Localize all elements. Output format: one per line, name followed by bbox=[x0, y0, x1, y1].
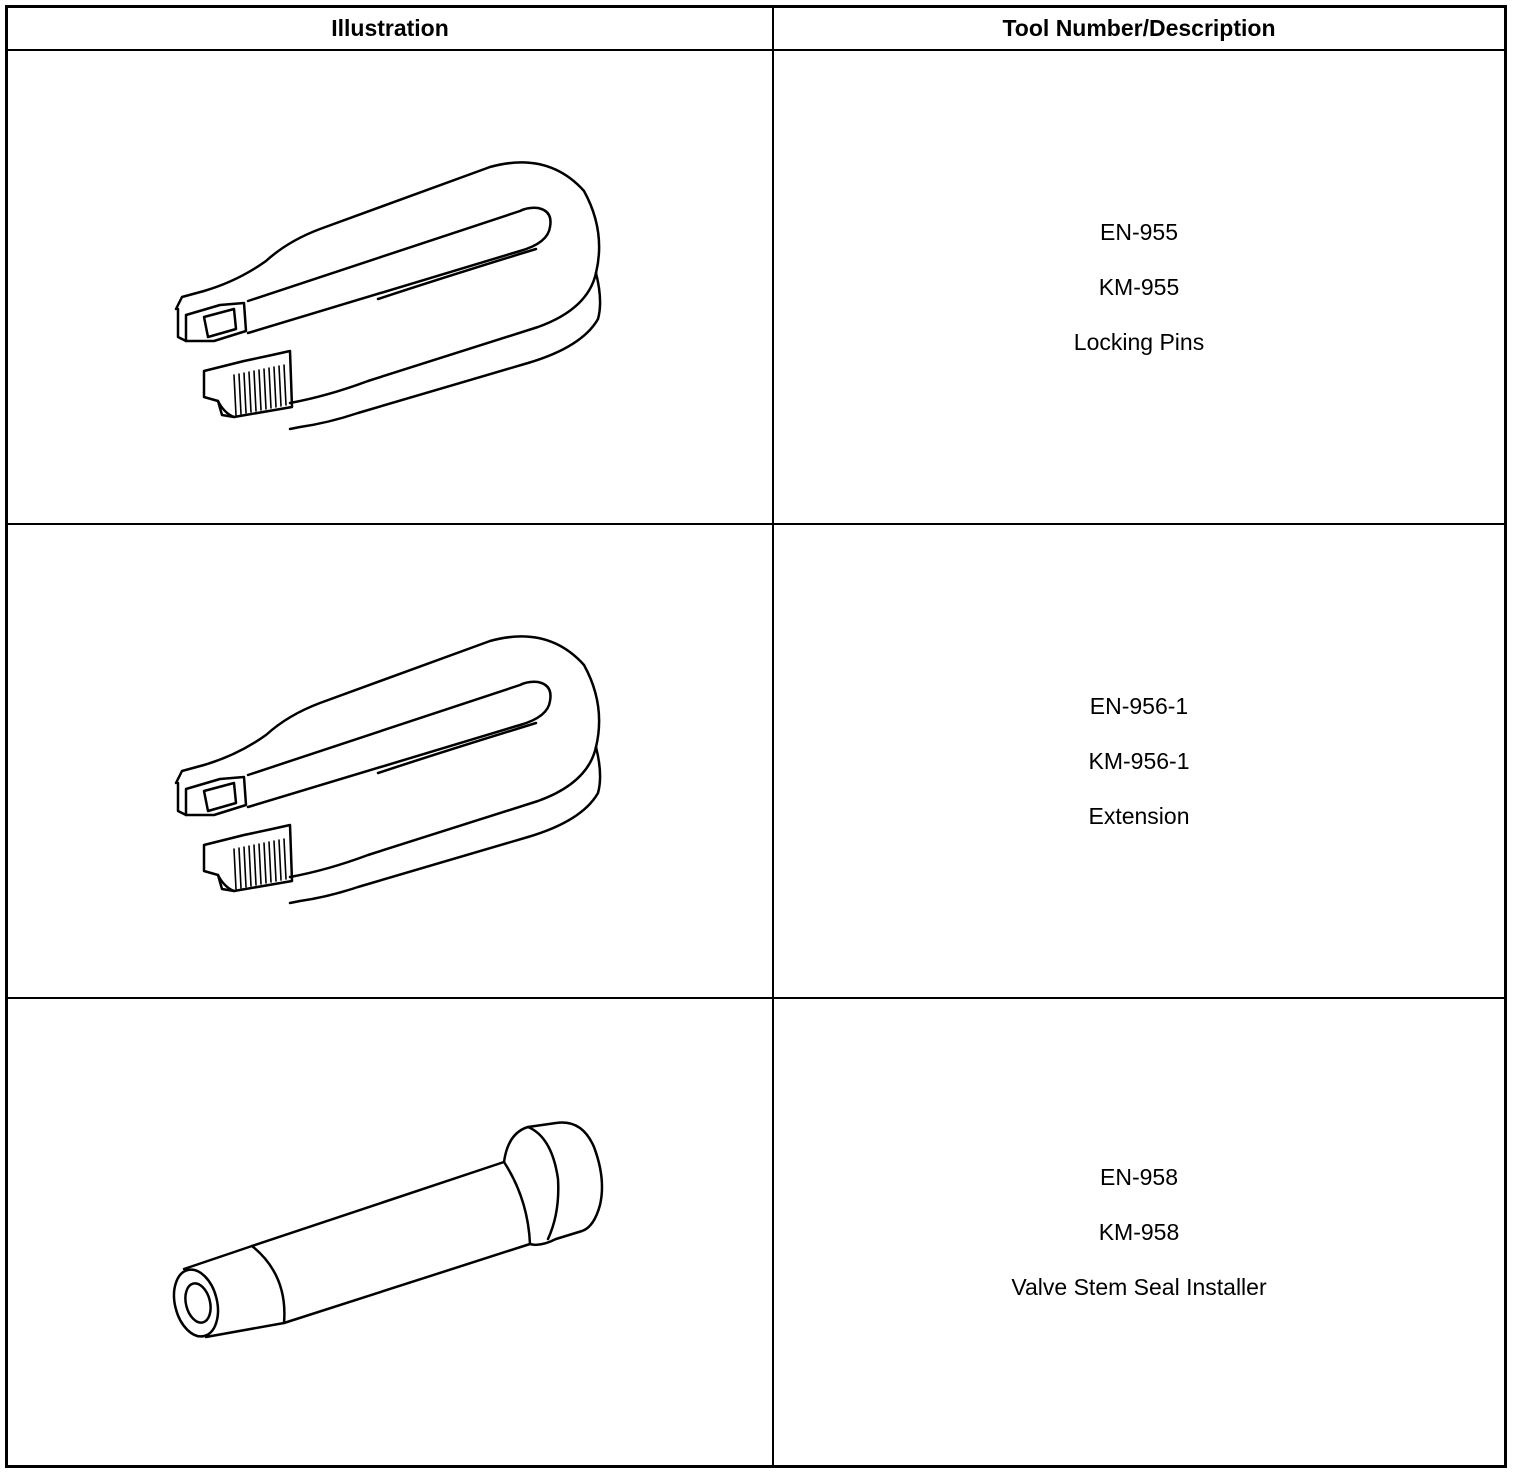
tool-number-en: EN-956-1 bbox=[1089, 692, 1189, 719]
header-tool-description: Tool Number/Description bbox=[1002, 15, 1276, 41]
tool-table bbox=[5, 5, 1507, 1468]
locking-pins-icon bbox=[8, 51, 772, 523]
tool-description bbox=[774, 51, 1504, 523]
tool-number-en: EN-955 bbox=[1100, 218, 1178, 245]
table-row bbox=[8, 525, 1504, 997]
valve-stem-seal-installer-icon bbox=[8, 999, 772, 1465]
header-illustration: Illustration bbox=[331, 15, 449, 41]
tool-name: Extension bbox=[1088, 802, 1190, 829]
tool-name: Valve Stem Seal Installer bbox=[1011, 1273, 1267, 1300]
extension-icon bbox=[8, 525, 772, 997]
tool-description bbox=[774, 999, 1504, 1465]
tool-number-km: KM-956-1 bbox=[1088, 747, 1190, 774]
table-row bbox=[8, 51, 1504, 523]
tool-number-km: KM-958 bbox=[1098, 1218, 1180, 1245]
tool-name: Locking Pins bbox=[1073, 328, 1205, 355]
tool-description bbox=[774, 525, 1504, 997]
tool-number-km: KM-955 bbox=[1098, 273, 1180, 300]
table-row bbox=[8, 999, 1504, 1465]
tool-number-en: EN-958 bbox=[1100, 1163, 1178, 1190]
